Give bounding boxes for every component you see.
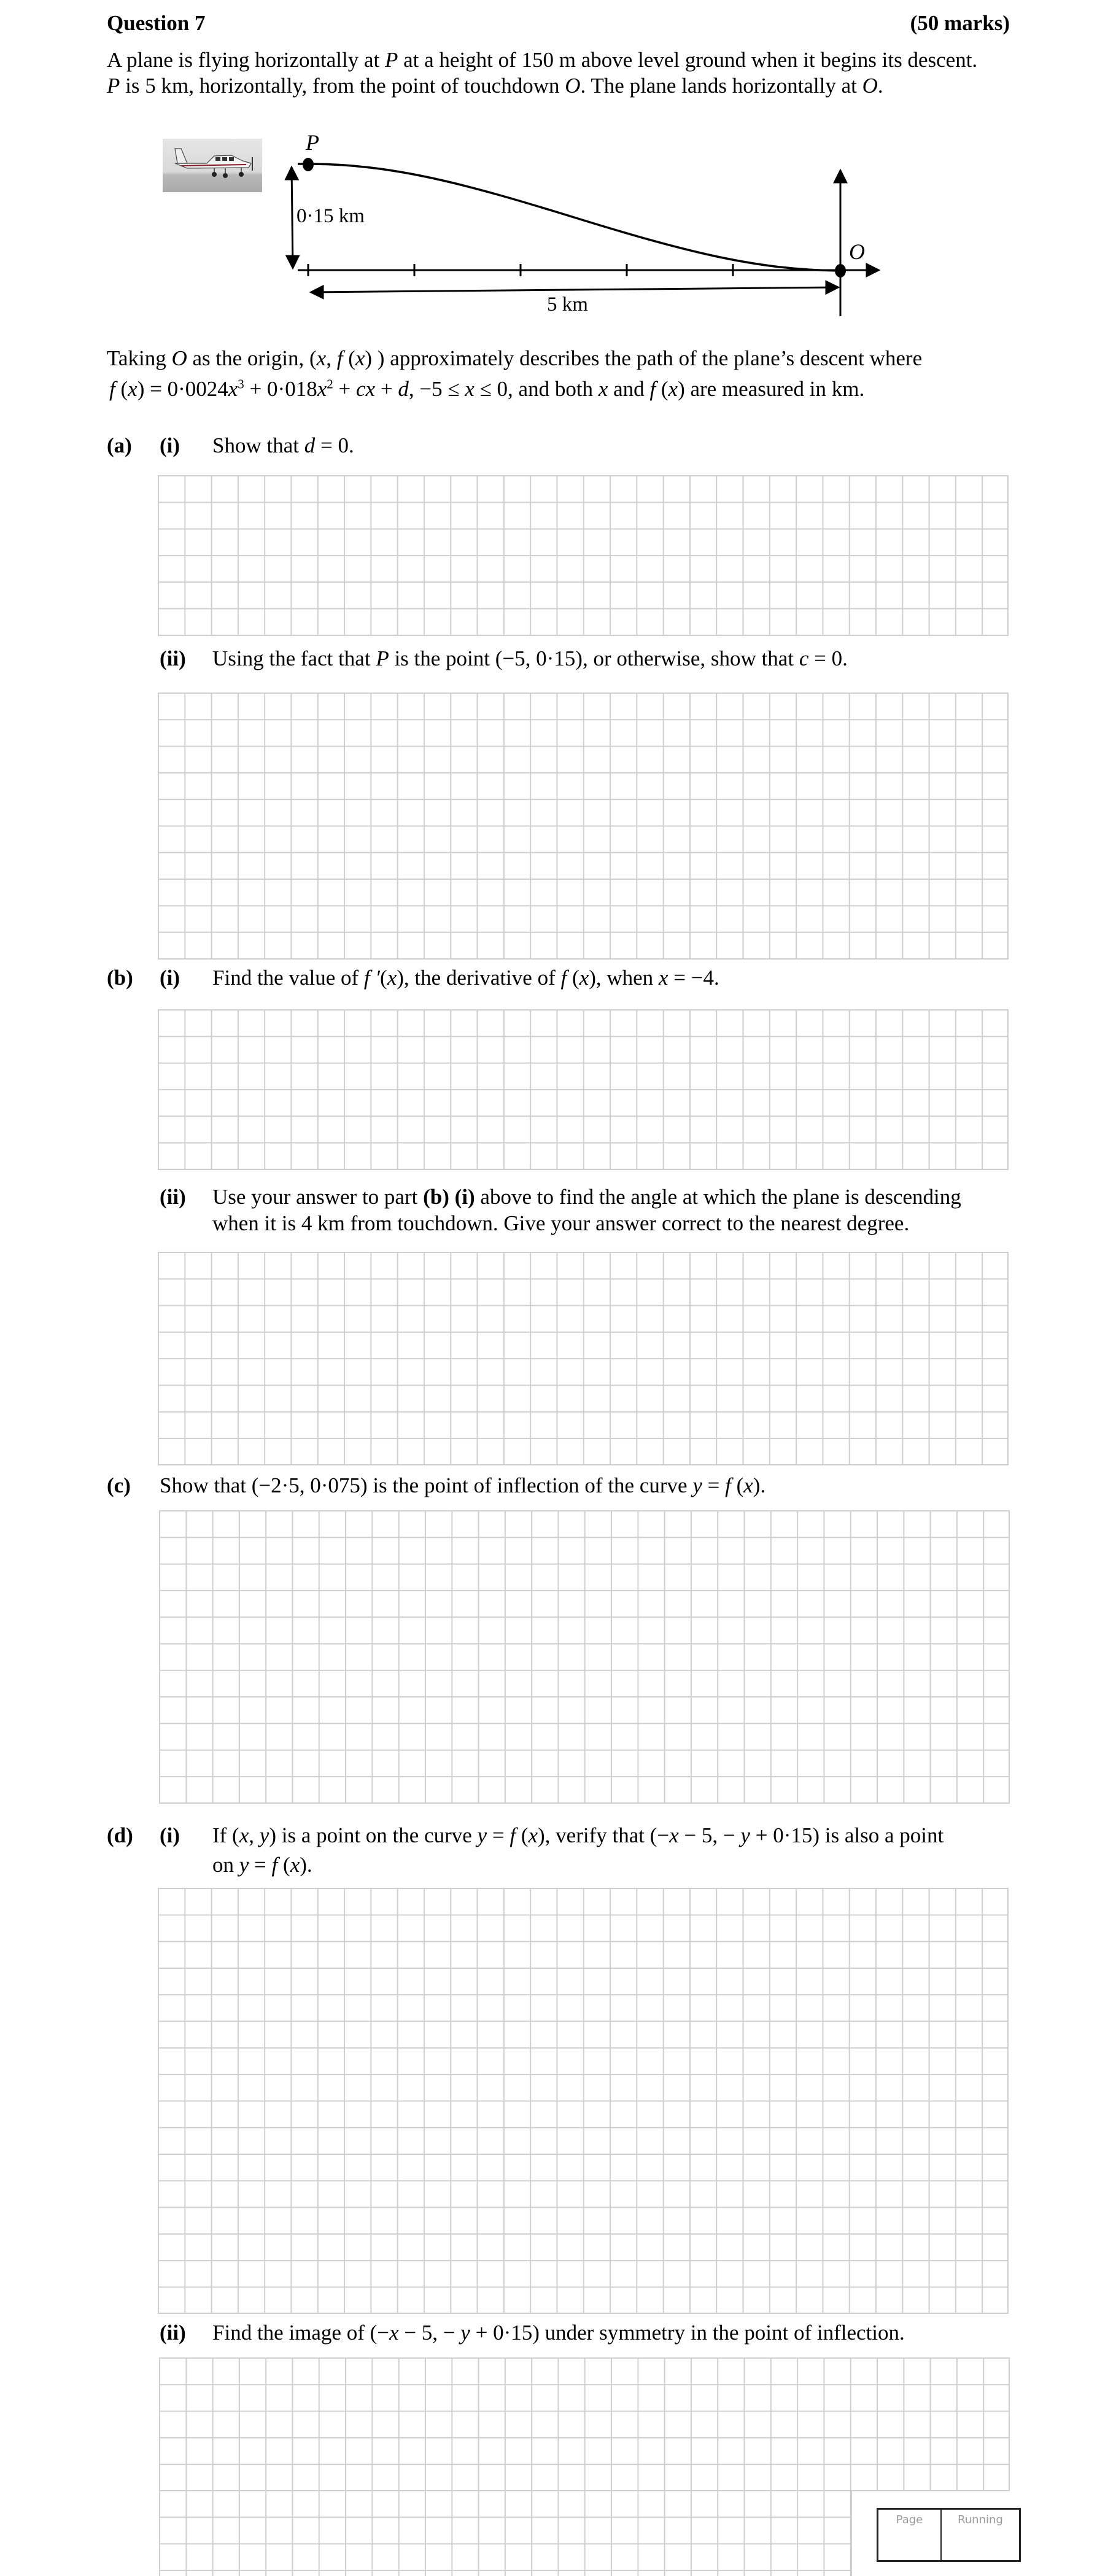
answer-grid-b-ii[interactable] [158,1252,1009,1465]
answer-grid-c[interactable] [159,1510,1010,1804]
label-P: P [306,130,319,155]
page-running-box [877,2508,1021,2562]
answer-grid-d-ii[interactable] [159,2357,1010,2491]
part-a-ii-label: (ii) [160,646,186,670]
part-b-i-text: Find the value of f ′(x), the derivative of f (x), when x = −4. [212,966,719,990]
part-b-i-label: (i) [160,966,180,990]
part-d-i-text-line2: on y = f (x). [212,1853,312,1877]
part-b-ii-text: Use your answer to part (b) (i) above to find the angle at which the plane is descending [212,1185,961,1209]
descent-curve [298,164,840,271]
descent-diagram [0,0,1116,332]
distance-label: 5 km [547,293,588,316]
part-d-label: (d) [107,1823,133,1847]
part-d-i-text: If (x, y) is a point on the curve y = f (x), verify that (−x − 5, − y + 0·15) is also a point [212,1823,944,1847]
part-d-ii-label: (ii) [160,2321,186,2345]
part-b-label: (b) [107,966,133,990]
label-O: O [849,239,865,264]
part-c-text: Show that (−2·5, 0·075) is the point of inflection of the curve y = f (x). [160,1473,766,1497]
part-a-i-text: Show that d = 0. [212,433,354,457]
part-a-label: (a) [107,433,132,457]
answer-grid-d-i[interactable] [158,1888,1009,2314]
answer-grid-b-i[interactable] [158,1009,1009,1170]
context-line-1: Taking O as the origin, (x, f (x) ) approximately describes the path of the plane’s descent where [107,346,923,370]
intro-line-1: A plane is flying horizontally at P at a height of 150 m above level ground when it begins its descent. [107,48,978,72]
part-b-ii-label: (ii) [160,1185,186,1209]
answer-grid-a-ii[interactable] [158,692,1009,960]
point-O [835,264,846,277]
intro-line-2: P is 5 km, horizontally, from the point of touchdown O. The plane lands horizontally at O. [107,74,883,98]
question-title: Question 7 [107,11,206,35]
running-cell: Running [940,2510,1019,2560]
formula-line: f $(x) = 0\cdot 0024x^3 + 0\cdot 018x^2$ + cx + d, −5 ≤ x ≤ 0, and both x and f (x) are measured in km. [109,376,865,401]
distance-arrow [311,287,839,292]
point-P [303,158,314,171]
answer-grid-a-i[interactable] [158,475,1009,636]
answer-grid-d-ii-continued[interactable] [159,2490,852,2576]
marks-label: (50 marks) [910,11,1010,35]
part-d-i-label: (i) [160,1823,180,1847]
height-label: 0·15 km [296,205,365,227]
part-b-ii-text-line2: when it is 4 km from touchdown. Give your answer correct to the nearest degree. [212,1211,910,1235]
part-a-i-label: (i) [160,433,180,457]
page-cell: Page [896,2513,923,2526]
part-d-ii-text: Find the image of (−x − 5, − y + 0·15) under symmetry in the point of inflection. [212,2321,905,2345]
part-c-label: (c) [107,1473,131,1497]
height-arrow [292,167,293,268]
part-a-ii-text: Using the fact that P is the point (−5, 0·15), or otherwise, show that c = 0. [212,646,848,670]
